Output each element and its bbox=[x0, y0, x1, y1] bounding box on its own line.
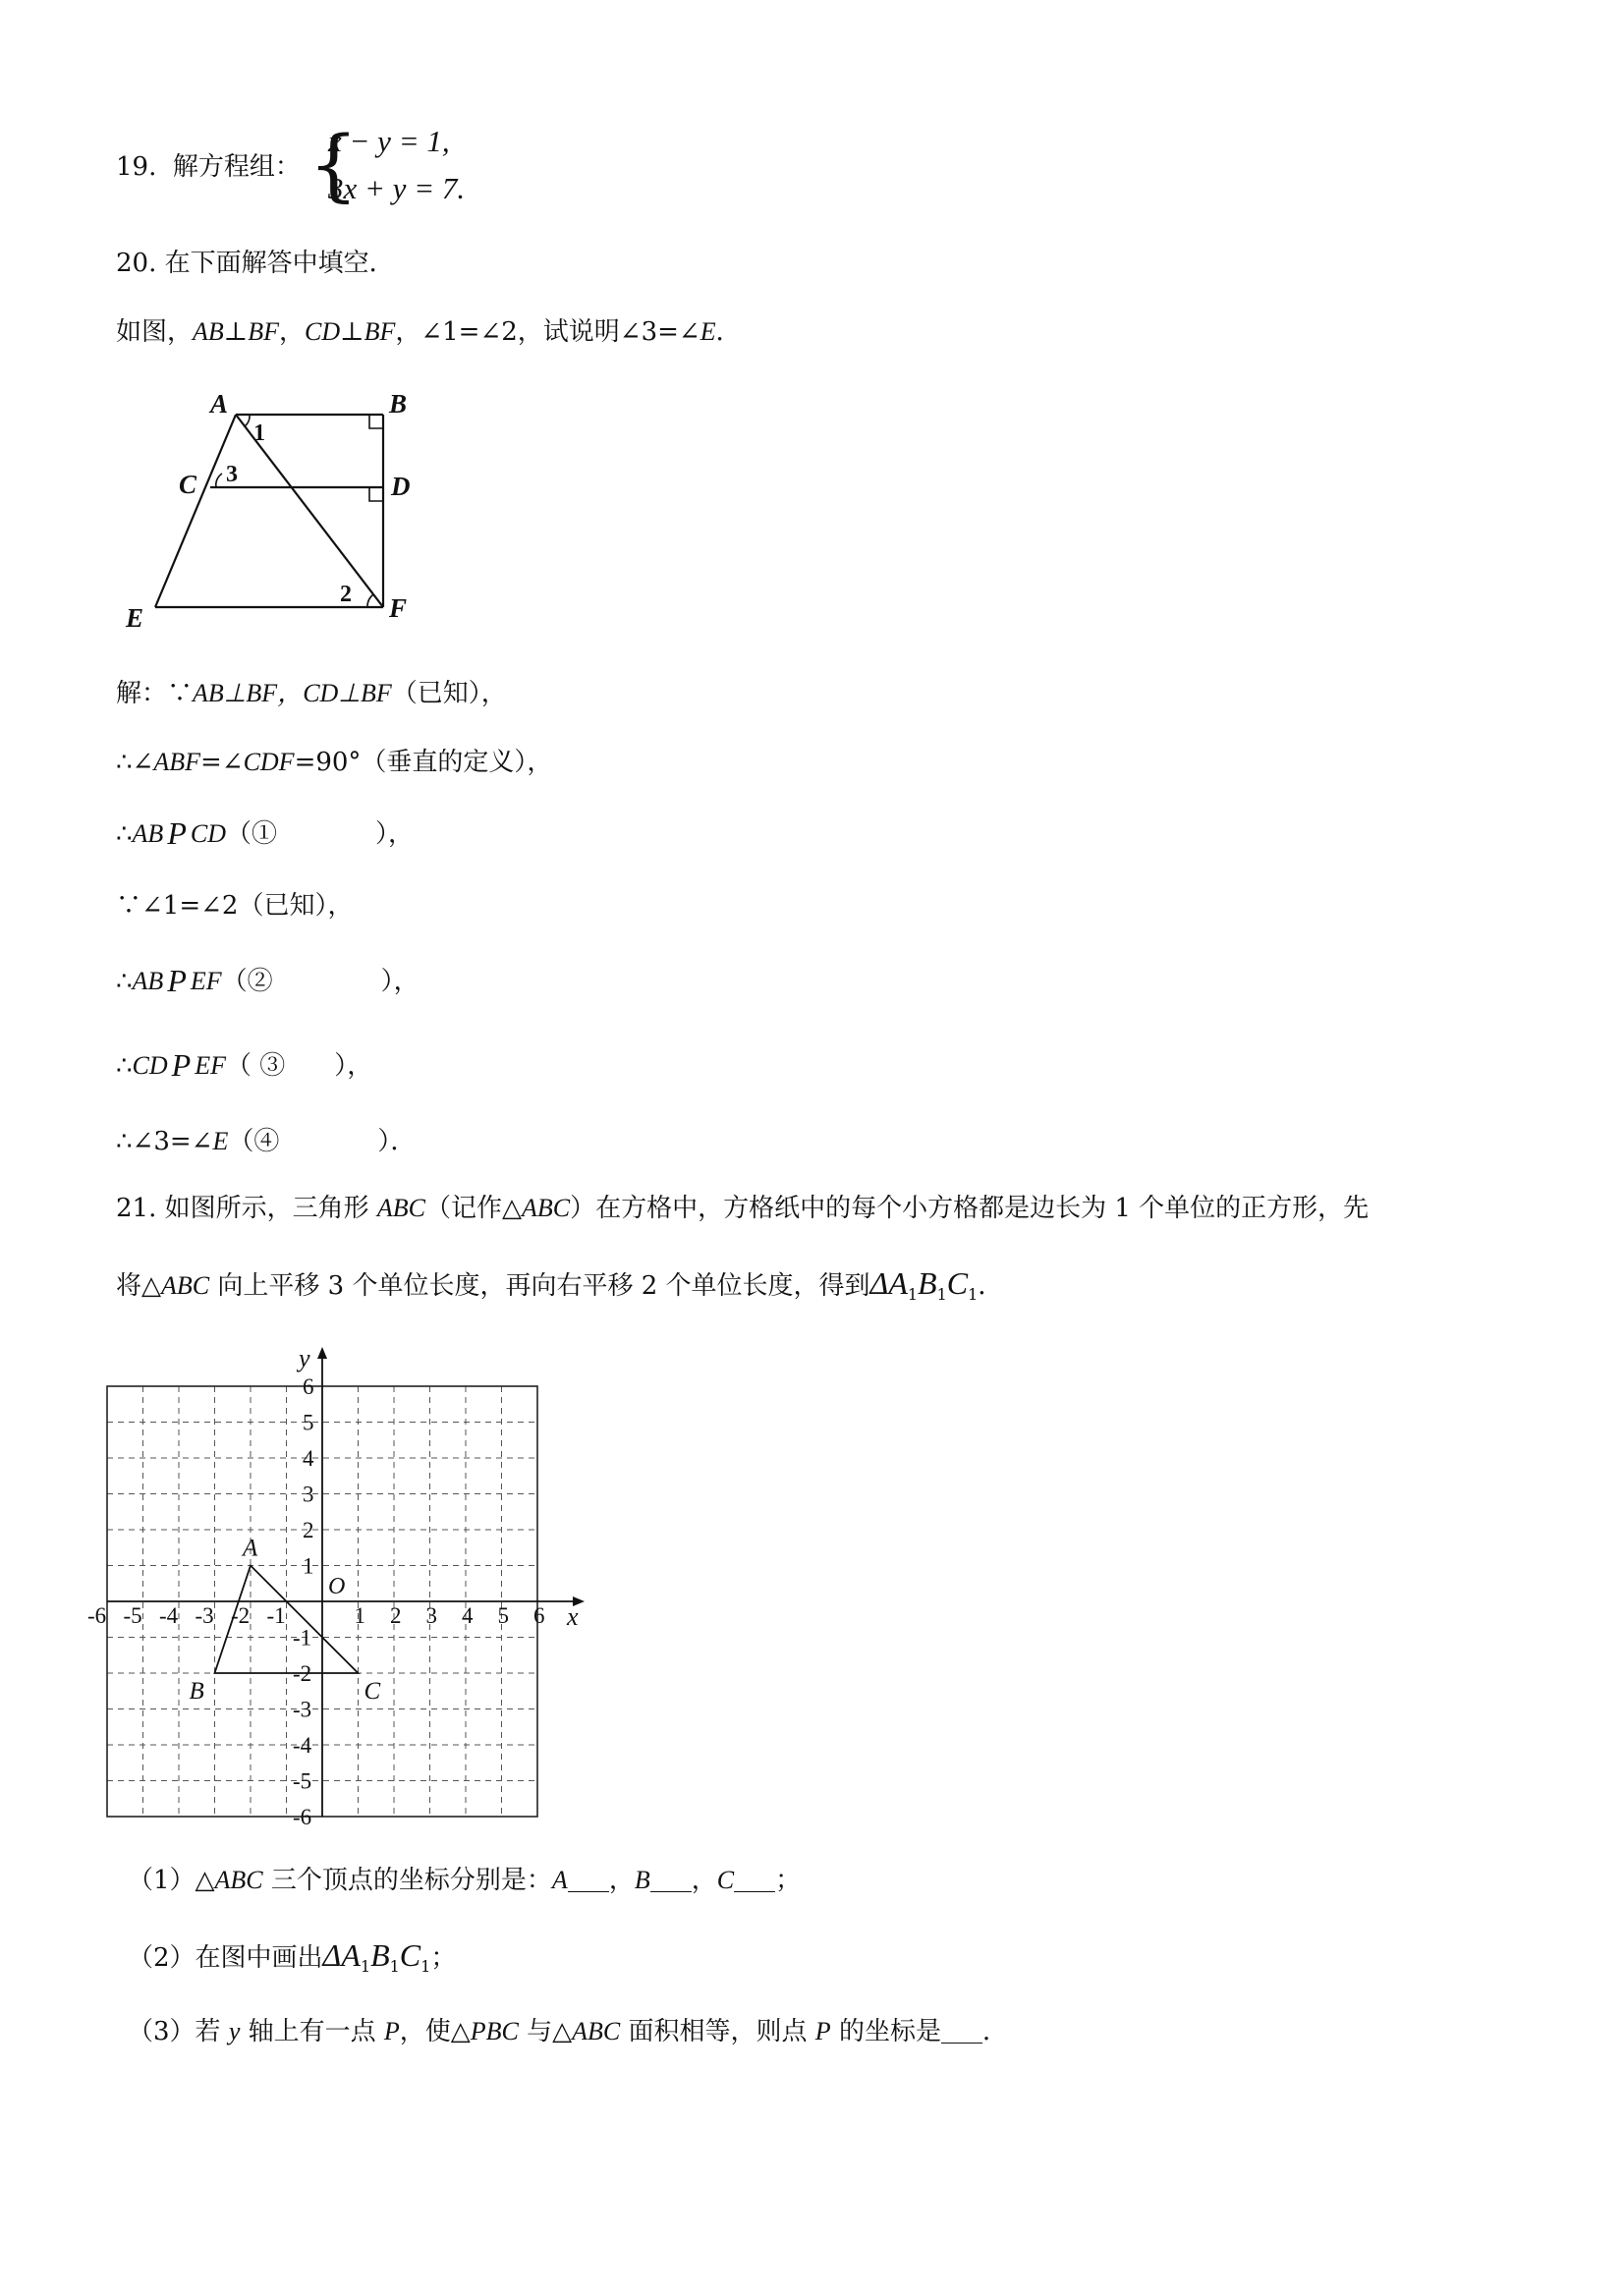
vertex-label-a: A bbox=[243, 1535, 258, 1562]
step-5-blank-open: （② bbox=[221, 967, 273, 996]
sub1-sep: ， bbox=[691, 1866, 717, 1895]
step-4 bbox=[116, 888, 353, 924]
q20-given bbox=[116, 314, 742, 350]
x-tick-label: -6 bbox=[87, 1603, 107, 1628]
answer-blank-a[interactable] bbox=[568, 1864, 609, 1892]
sub3-end: ． bbox=[981, 2017, 1008, 2046]
step-7 bbox=[116, 1124, 416, 1159]
step-5-blank-close: ）， bbox=[380, 967, 420, 996]
sub1-sep: ， bbox=[608, 1866, 635, 1895]
step-6-pre: ∴ bbox=[116, 1051, 133, 1081]
equation-1: x − y = 1, bbox=[328, 124, 450, 158]
point-e: E bbox=[700, 317, 716, 346]
y-tick-label: -6 bbox=[293, 1805, 312, 1829]
y-tick-label: 1 bbox=[303, 1553, 314, 1579]
label-angle-3: 3 bbox=[226, 462, 238, 487]
q21-l2-a: 将△ bbox=[116, 1271, 161, 1301]
q21-line-2 bbox=[116, 1265, 1003, 1313]
q21-l2-abc: ABC bbox=[161, 1271, 210, 1300]
subscript-1: 1 bbox=[907, 1285, 919, 1304]
step-3 bbox=[116, 815, 414, 852]
sub1-point-c: C bbox=[716, 1866, 735, 1894]
equation-2: 3x + y = 7. bbox=[328, 171, 466, 205]
x-tick-label: 3 bbox=[425, 1603, 437, 1628]
label-f: F bbox=[389, 593, 408, 623]
sub3-p: P bbox=[383, 2017, 400, 2045]
step-7-blank-open: （④ bbox=[228, 1127, 280, 1156]
step-2-mid: =∠ bbox=[199, 748, 244, 777]
step-5-ef: EF bbox=[190, 967, 222, 995]
step-2-pre: ∴∠ bbox=[116, 748, 154, 777]
sub1-c: 三个顶点的坐标分别是： bbox=[262, 1866, 552, 1895]
sub3-p2: P bbox=[814, 2017, 831, 2045]
step-5-ab: AB bbox=[132, 967, 164, 995]
label-c: C bbox=[179, 470, 197, 499]
q20-header: 20. 在下面解答中填空． bbox=[116, 249, 395, 278]
vertex-label-c: C bbox=[364, 1678, 381, 1705]
sub1-abc: ABC bbox=[214, 1866, 263, 1894]
q21-l2-c: 向上平移 3 个单位长度，再向右平移 2 个单位长度，得到 bbox=[209, 1271, 870, 1301]
q21-text-a: 21. 如图所示，三角形 bbox=[116, 1194, 377, 1223]
x-tick-label: 1 bbox=[354, 1603, 365, 1628]
perp-symbol: ⊥ bbox=[340, 317, 364, 347]
q19-prompt: 解方程组： bbox=[172, 152, 301, 182]
label-d: D bbox=[391, 472, 411, 501]
q21-abc: ABC bbox=[522, 1194, 571, 1222]
step-5 bbox=[116, 963, 420, 999]
y-tick-label: 2 bbox=[303, 1518, 314, 1542]
triangle-b1: B bbox=[918, 1265, 937, 1301]
parallel-symbol: P bbox=[167, 815, 187, 851]
step-1-pre: 解：∵ bbox=[116, 679, 194, 708]
seg-ab: AB bbox=[193, 317, 224, 346]
x-axis-label: x bbox=[567, 1602, 579, 1631]
step-3-blank-close: ）， bbox=[375, 819, 415, 849]
q21-abc: ABC bbox=[376, 1194, 425, 1222]
step-6-ef: EF bbox=[195, 1051, 226, 1080]
given-angles: ，∠1=∠2，试说明∠3=∠ bbox=[395, 317, 700, 347]
y-tick-label: 4 bbox=[303, 1446, 314, 1471]
y-tick-label: 3 bbox=[303, 1482, 314, 1507]
sub1-point-b: B bbox=[634, 1866, 650, 1894]
segment-ae bbox=[155, 415, 236, 607]
perp-symbol: ⊥ bbox=[223, 317, 249, 347]
seg-bf: BF bbox=[364, 317, 396, 346]
step-3-ab: AB bbox=[132, 819, 164, 848]
arc-angle-2 bbox=[367, 594, 373, 607]
x-tick-label: -5 bbox=[123, 1603, 142, 1628]
subscript-1: 1 bbox=[389, 1957, 400, 1976]
sub3-a: （3）若 bbox=[128, 2017, 229, 2046]
q21-sub-1 bbox=[128, 1863, 801, 1898]
q21-line-1 bbox=[116, 1191, 1369, 1226]
arc-angle-1 bbox=[245, 415, 250, 426]
step-3-pre: ∴ bbox=[116, 819, 133, 849]
given-sep: ， bbox=[279, 317, 306, 347]
sub3-c: ，使△ bbox=[399, 2017, 471, 2046]
y-axis-label: y bbox=[299, 1344, 310, 1372]
step-6 bbox=[116, 1047, 372, 1084]
parallel-symbol: P bbox=[167, 963, 187, 998]
right-angle-d bbox=[369, 487, 383, 501]
answer-blank-p[interactable] bbox=[941, 2015, 982, 2044]
q21-sub-3 bbox=[128, 2014, 1008, 2049]
answer-blank-b[interactable] bbox=[650, 1864, 692, 1892]
q21-text-e: ）在方格中，方格纸中的每个小方格都是边长为 1 个单位的正方形，先 bbox=[570, 1194, 1370, 1223]
arc-angle-3 bbox=[216, 474, 222, 487]
triangle-a1: ΔA bbox=[869, 1265, 908, 1301]
sub3-y: y bbox=[228, 2017, 241, 2045]
step-6-cd: CD bbox=[132, 1051, 168, 1080]
q19-number: 19. bbox=[116, 152, 157, 182]
x-tick-label: 2 bbox=[390, 1603, 402, 1628]
x-tick-label: 5 bbox=[497, 1603, 509, 1628]
sub2-c1: C bbox=[399, 1937, 421, 1973]
label-b: B bbox=[389, 389, 408, 419]
step-4-text: ∵∠1=∠2（已知）， bbox=[116, 891, 354, 921]
step-1-math: AB⊥BF，CD⊥BF bbox=[193, 679, 392, 707]
vertex-label-b: B bbox=[189, 1678, 204, 1705]
q21-text-c: （记作△ bbox=[425, 1194, 522, 1223]
parallel-symbol: P bbox=[171, 1047, 192, 1083]
x-tick-label: -1 bbox=[266, 1603, 286, 1628]
step-2-angle-abf: ABF bbox=[153, 748, 200, 776]
q19-line bbox=[116, 149, 301, 185]
x-tick-label: 6 bbox=[533, 1603, 545, 1628]
y-tick-label: 5 bbox=[303, 1410, 314, 1435]
given-lead: 如图， bbox=[116, 317, 194, 347]
triangle-c1: C bbox=[946, 1265, 969, 1301]
subscript-1: 1 bbox=[360, 1957, 371, 1976]
geometry-figure bbox=[116, 383, 450, 639]
step-2-angle-cdf: CDF bbox=[243, 748, 295, 776]
sub3-d: 与△ bbox=[518, 2017, 573, 2046]
step-2-post: =90°（垂直的定义）， bbox=[294, 748, 553, 777]
coordinate-grid bbox=[87, 1342, 619, 1829]
y-tick-label: -3 bbox=[293, 1697, 312, 1722]
sub3-abc: ABC bbox=[572, 2017, 621, 2045]
sub1-point-a: A bbox=[551, 1866, 568, 1894]
y-tick-label: -5 bbox=[293, 1768, 312, 1794]
sub3-b: 轴上有一点 bbox=[240, 2017, 384, 2046]
x-tick-label: -2 bbox=[231, 1603, 251, 1628]
step-6-blank-close: ）， bbox=[334, 1051, 373, 1081]
label-angle-2: 2 bbox=[340, 582, 352, 607]
sub3-pbc: PBC bbox=[470, 2017, 519, 2045]
label-e: E bbox=[126, 603, 144, 633]
sub2-end: ； bbox=[430, 1943, 457, 1973]
given-end: ． bbox=[715, 317, 742, 347]
step-7-e: E bbox=[212, 1127, 229, 1155]
sub2-a1: ΔA bbox=[322, 1937, 361, 1973]
label-a: A bbox=[210, 389, 229, 419]
x-tick-label: 4 bbox=[462, 1603, 474, 1628]
y-tick-label: -2 bbox=[293, 1661, 312, 1686]
y-tick-label: 6 bbox=[303, 1374, 314, 1399]
origin-label: O bbox=[328, 1574, 346, 1599]
y-tick-label: -1 bbox=[293, 1625, 312, 1651]
subscript-1: 1 bbox=[420, 1957, 431, 1976]
q21-l2-end: ． bbox=[978, 1271, 1004, 1301]
x-tick-label: -4 bbox=[159, 1603, 179, 1628]
x-tick-label: -3 bbox=[195, 1603, 214, 1628]
sub2-b1: B bbox=[370, 1937, 390, 1973]
step-6-blank-open: （ ③ bbox=[225, 1051, 286, 1081]
right-angle-b bbox=[369, 415, 383, 428]
y-axis-arrow-icon bbox=[317, 1347, 327, 1359]
answer-blank-c[interactable] bbox=[734, 1864, 775, 1892]
sub3-f: 的坐标是 bbox=[830, 2017, 941, 2046]
sub3-e: 面积相等，则点 bbox=[620, 2017, 815, 2046]
equation-brace: { bbox=[308, 119, 359, 210]
sub1-end: ； bbox=[775, 1866, 802, 1895]
step-1 bbox=[116, 676, 507, 711]
seg-bf: BF bbox=[248, 317, 279, 346]
subscript-1: 1 bbox=[968, 1285, 979, 1304]
sub2-a: （2）在图中画出 bbox=[128, 1943, 323, 1973]
y-tick-label: -4 bbox=[293, 1733, 312, 1758]
step-2 bbox=[116, 745, 552, 780]
step-1-reason: （已知）， bbox=[391, 679, 507, 708]
step-7-pre: ∴∠3=∠ bbox=[116, 1127, 213, 1156]
label-angle-1: 1 bbox=[253, 420, 265, 446]
step-3-blank-open: （① bbox=[225, 819, 277, 849]
step-7-blank-close: ）． bbox=[377, 1127, 417, 1156]
step-3-cd: CD bbox=[190, 819, 226, 848]
sub1-a: （1）△ bbox=[128, 1866, 215, 1895]
q21-sub-2 bbox=[128, 1937, 456, 1985]
seg-cd: CD bbox=[305, 317, 341, 346]
step-5-pre: ∴ bbox=[116, 967, 133, 996]
subscript-1: 1 bbox=[936, 1285, 947, 1304]
